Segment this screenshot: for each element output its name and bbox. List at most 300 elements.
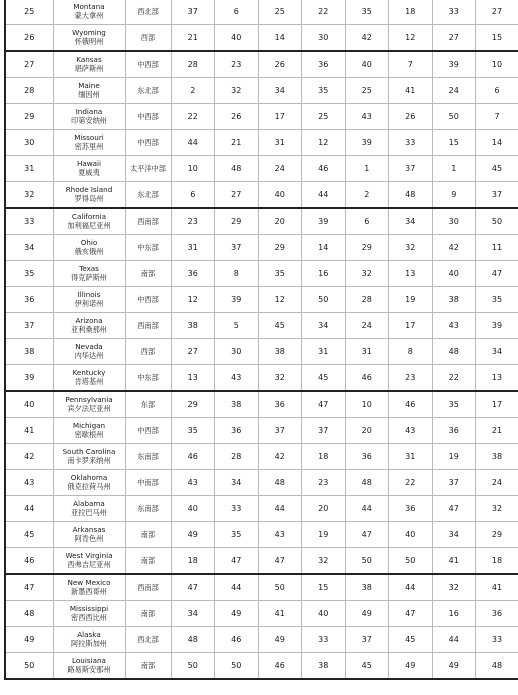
- region-cell: 东北部: [125, 182, 171, 209]
- score-cell: 42: [345, 25, 389, 52]
- score-cell: 6: [345, 208, 389, 235]
- table-row: [5, 627, 518, 653]
- table-row: [5, 339, 518, 365]
- score-cell: 42: [258, 444, 302, 470]
- table-row: [5, 313, 518, 339]
- score-cell: 40: [171, 496, 215, 522]
- region-cell: 西南部: [125, 574, 171, 601]
- table-row: [5, 470, 518, 496]
- score-cell: 33: [302, 627, 346, 653]
- state-name-english: California: [71, 212, 107, 222]
- rank-cell: 48: [5, 601, 53, 627]
- score-cell: 32: [476, 496, 518, 522]
- table-row: [5, 601, 518, 627]
- rank-cell: 27: [5, 51, 53, 78]
- score-cell: 39: [345, 130, 389, 156]
- score-cell: 20: [302, 496, 346, 522]
- score-cell: 23: [215, 51, 259, 78]
- score-cell: 43: [345, 104, 389, 130]
- score-cell: 35: [345, 0, 389, 25]
- score-cell: 36: [345, 444, 389, 470]
- score-cell: 11: [476, 235, 518, 261]
- state-name-chinese: 肯塔基州: [74, 376, 104, 386]
- score-cell: 37: [476, 182, 518, 209]
- state-name-english: Pennsylvania: [65, 395, 113, 405]
- score-cell: 29: [258, 235, 302, 261]
- state-name-english: Maine: [78, 81, 100, 91]
- score-cell: 35: [476, 287, 518, 313]
- state-name-chinese: 亚利桑那州: [71, 324, 107, 334]
- score-cell: 24: [432, 78, 476, 104]
- score-cell: 46: [302, 156, 346, 182]
- state-cell: [53, 78, 125, 104]
- score-cell: 50: [171, 653, 215, 680]
- score-cell: 26: [389, 104, 433, 130]
- score-cell: 24: [345, 313, 389, 339]
- state-cell: [53, 156, 125, 182]
- score-cell: 47: [389, 601, 433, 627]
- rank-cell: 46: [5, 548, 53, 575]
- score-cell: 33: [215, 496, 259, 522]
- score-cell: 27: [215, 182, 259, 209]
- score-cell: 34: [432, 522, 476, 548]
- score-cell: 33: [476, 627, 518, 653]
- score-cell: 45: [345, 653, 389, 680]
- state-cell: [53, 313, 125, 339]
- state-name-english: Texas: [79, 264, 99, 274]
- state-name-english: Illinois: [77, 290, 101, 300]
- score-cell: 17: [258, 104, 302, 130]
- state-name-english: West Virginia: [65, 551, 113, 561]
- rank-cell: 28: [5, 78, 53, 104]
- score-cell: 48: [432, 339, 476, 365]
- score-cell: 29: [171, 391, 215, 418]
- score-cell: 37: [171, 0, 215, 25]
- score-cell: 44: [389, 574, 433, 601]
- state-name-chinese: 密歇根州: [74, 429, 104, 439]
- state-name-chinese: 阿肯色州: [74, 533, 104, 543]
- rank-cell: 30: [5, 130, 53, 156]
- score-cell: 8: [389, 339, 433, 365]
- score-cell: 13: [389, 261, 433, 287]
- score-cell: 32: [302, 548, 346, 575]
- score-cell: 15: [302, 574, 346, 601]
- score-cell: 38: [302, 653, 346, 680]
- score-cell: 47: [432, 496, 476, 522]
- score-cell: 14: [302, 235, 346, 261]
- score-cell: 50: [432, 104, 476, 130]
- region-cell: 中西部: [125, 130, 171, 156]
- score-cell: 6: [476, 78, 518, 104]
- region-cell: 中西部: [125, 51, 171, 78]
- score-cell: 13: [476, 365, 518, 392]
- score-cell: 48: [345, 470, 389, 496]
- score-cell: 40: [258, 182, 302, 209]
- score-cell: 6: [171, 182, 215, 209]
- rank-cell: 43: [5, 470, 53, 496]
- score-cell: 13: [171, 365, 215, 392]
- rank-cell: 38: [5, 339, 53, 365]
- rank-cell: 40: [5, 391, 53, 418]
- score-cell: 26: [258, 51, 302, 78]
- score-cell: 37: [389, 156, 433, 182]
- score-cell: 45: [302, 365, 346, 392]
- score-cell: 33: [389, 130, 433, 156]
- score-cell: 27: [432, 25, 476, 52]
- state-name-english: Hawaii: [76, 159, 102, 169]
- rank-cell: 47: [5, 574, 53, 601]
- state-cell: [53, 235, 125, 261]
- score-cell: 45: [476, 156, 518, 182]
- score-cell: 32: [345, 261, 389, 287]
- score-cell: 31: [389, 444, 433, 470]
- score-cell: 27: [476, 0, 518, 25]
- score-cell: 40: [432, 261, 476, 287]
- score-cell: 49: [389, 653, 433, 680]
- region-cell: 太平洋中部: [125, 156, 171, 182]
- score-cell: 43: [432, 313, 476, 339]
- state-cell: [53, 470, 125, 496]
- score-cell: 50: [345, 548, 389, 575]
- state-cell: [53, 627, 125, 653]
- state-name-chinese: 罗得岛州: [74, 193, 104, 203]
- table-row: [5, 130, 518, 156]
- score-cell: 36: [389, 496, 433, 522]
- state-name-chinese: 新墨西哥州: [71, 586, 107, 596]
- score-cell: 34: [389, 208, 433, 235]
- score-cell: 10: [171, 156, 215, 182]
- score-cell: 7: [476, 104, 518, 130]
- region-cell: 南部: [125, 548, 171, 575]
- score-cell: 10: [345, 391, 389, 418]
- score-cell: 34: [171, 601, 215, 627]
- score-cell: 45: [389, 627, 433, 653]
- score-cell: 40: [215, 25, 259, 52]
- score-cell: 23: [389, 365, 433, 392]
- score-cell: 44: [258, 496, 302, 522]
- score-cell: 20: [258, 208, 302, 235]
- score-cell: 37: [215, 235, 259, 261]
- score-cell: 39: [215, 287, 259, 313]
- table-row: [5, 208, 518, 235]
- score-cell: 2: [345, 182, 389, 209]
- state-name-english: Oklahoma: [70, 473, 108, 483]
- rank-cell: 50: [5, 653, 53, 680]
- score-cell: 50: [215, 653, 259, 680]
- state-name-chinese: 缅因州: [78, 89, 100, 99]
- score-cell: 7: [389, 51, 433, 78]
- table-row: [5, 104, 518, 130]
- score-cell: 19: [302, 522, 346, 548]
- rank-cell: 44: [5, 496, 53, 522]
- score-cell: 17: [389, 313, 433, 339]
- score-cell: 37: [258, 418, 302, 444]
- score-cell: 23: [171, 208, 215, 235]
- score-cell: 6: [215, 0, 259, 25]
- score-cell: 38: [215, 391, 259, 418]
- score-cell: 30: [215, 339, 259, 365]
- rank-cell: 36: [5, 287, 53, 313]
- table-row: [5, 653, 518, 680]
- table-row: [5, 418, 518, 444]
- score-cell: 35: [171, 418, 215, 444]
- score-cell: 34: [302, 313, 346, 339]
- score-cell: 46: [215, 627, 259, 653]
- score-cell: 47: [258, 548, 302, 575]
- rank-cell: 31: [5, 156, 53, 182]
- score-cell: 49: [258, 627, 302, 653]
- state-name-english: Arizona: [75, 316, 103, 326]
- score-cell: 49: [171, 522, 215, 548]
- score-cell: 1: [432, 156, 476, 182]
- state-name-chinese: 宾夕法尼亚州: [67, 403, 111, 413]
- score-cell: 38: [476, 444, 518, 470]
- score-cell: 48: [258, 470, 302, 496]
- state-name-chinese: 加利福尼亚州: [67, 220, 111, 230]
- score-cell: 24: [258, 156, 302, 182]
- score-cell: 40: [345, 51, 389, 78]
- table-row: [5, 78, 518, 104]
- state-cell: [53, 104, 125, 130]
- score-cell: 36: [171, 261, 215, 287]
- state-cell: [53, 653, 125, 680]
- table-row: [5, 235, 518, 261]
- score-cell: 46: [389, 391, 433, 418]
- score-cell: 29: [476, 522, 518, 548]
- score-cell: 35: [302, 78, 346, 104]
- score-cell: 25: [258, 0, 302, 25]
- score-cell: 44: [302, 182, 346, 209]
- score-cell: 34: [258, 78, 302, 104]
- state-name-english: Michigan: [72, 421, 106, 431]
- table-row: [5, 287, 518, 313]
- state-name-chinese: 伊利诺州: [74, 298, 104, 308]
- score-cell: 12: [171, 287, 215, 313]
- rank-cell: 49: [5, 627, 53, 653]
- table-row: [5, 496, 518, 522]
- state-name-english: Louisiana: [72, 656, 106, 666]
- score-cell: 40: [302, 601, 346, 627]
- score-cell: 41: [476, 574, 518, 601]
- score-cell: 38: [345, 574, 389, 601]
- state-cell: [53, 130, 125, 156]
- state-name-english: Mississippi: [69, 604, 109, 614]
- region-cell: 西南部: [125, 313, 171, 339]
- rank-cell: 39: [5, 365, 53, 392]
- score-cell: 28: [345, 287, 389, 313]
- table-row: [5, 391, 518, 418]
- score-cell: 5: [215, 313, 259, 339]
- region-cell: 东部: [125, 391, 171, 418]
- score-cell: 50: [389, 548, 433, 575]
- score-cell: 43: [258, 522, 302, 548]
- score-cell: 36: [302, 51, 346, 78]
- table-row: [5, 365, 518, 392]
- score-cell: 48: [389, 182, 433, 209]
- score-cell: 22: [302, 0, 346, 25]
- state-cell: [53, 339, 125, 365]
- score-cell: 34: [476, 339, 518, 365]
- state-name-chinese: 俄克拉荷马州: [67, 481, 111, 491]
- region-cell: 西部: [125, 25, 171, 52]
- state-cell: [53, 365, 125, 392]
- table-row: [5, 548, 518, 575]
- state-name-english: Wyoming: [72, 28, 106, 38]
- rank-cell: 37: [5, 313, 53, 339]
- region-cell: 中东部: [125, 365, 171, 392]
- score-cell: 48: [215, 156, 259, 182]
- state-name-english: Alaska: [77, 630, 101, 640]
- score-cell: 16: [432, 601, 476, 627]
- score-cell: 32: [389, 235, 433, 261]
- state-name-english: Nevada: [75, 342, 103, 352]
- score-cell: 38: [171, 313, 215, 339]
- score-cell: 31: [171, 235, 215, 261]
- score-cell: 44: [215, 574, 259, 601]
- score-cell: 46: [171, 444, 215, 470]
- score-cell: 12: [389, 25, 433, 52]
- score-cell: 18: [171, 548, 215, 575]
- region-cell: 西北部: [125, 627, 171, 653]
- score-cell: 28: [171, 51, 215, 78]
- score-cell: 9: [432, 182, 476, 209]
- score-cell: 38: [258, 339, 302, 365]
- state-name-english: South Carolina: [62, 447, 116, 457]
- score-cell: 30: [432, 208, 476, 235]
- score-cell: 21: [476, 418, 518, 444]
- score-cell: 1: [345, 156, 389, 182]
- score-cell: 32: [258, 365, 302, 392]
- score-cell: 24: [476, 470, 518, 496]
- score-cell: 31: [302, 339, 346, 365]
- score-cell: 19: [389, 287, 433, 313]
- score-cell: 14: [258, 25, 302, 52]
- state-cell: [53, 496, 125, 522]
- state-cell: [53, 522, 125, 548]
- score-cell: 35: [258, 261, 302, 287]
- state-cell: [53, 25, 125, 52]
- score-cell: 31: [258, 130, 302, 156]
- state-cell: [53, 418, 125, 444]
- region-cell: 中西部: [125, 287, 171, 313]
- state-name-english: Missouri: [74, 133, 104, 143]
- state-cell: [53, 0, 125, 25]
- score-cell: 37: [432, 470, 476, 496]
- rank-cell: 25: [5, 0, 53, 25]
- score-cell: 47: [476, 261, 518, 287]
- score-cell: 35: [432, 391, 476, 418]
- rank-cell: 41: [5, 418, 53, 444]
- score-cell: 41: [258, 601, 302, 627]
- rank-cell: 26: [5, 25, 53, 52]
- score-cell: 46: [345, 365, 389, 392]
- region-cell: 南部: [125, 522, 171, 548]
- score-cell: 37: [302, 418, 346, 444]
- region-cell: 中东部: [125, 235, 171, 261]
- table-row: [5, 574, 518, 601]
- score-cell: 47: [215, 548, 259, 575]
- score-cell: 43: [171, 470, 215, 496]
- region-cell: 西北部: [125, 0, 171, 25]
- state-name-chinese: 堪萨斯州: [74, 63, 104, 73]
- rank-cell: 32: [5, 182, 53, 209]
- score-cell: 18: [476, 548, 518, 575]
- score-cell: 50: [476, 208, 518, 235]
- state-cell: [53, 548, 125, 575]
- state-name-chinese: 密西西比州: [71, 612, 107, 622]
- state-cell: [53, 287, 125, 313]
- score-cell: 32: [432, 574, 476, 601]
- score-cell: 39: [302, 208, 346, 235]
- state-name-english: Montana: [73, 2, 105, 12]
- table-row: [5, 25, 518, 52]
- region-cell: 东南部: [125, 496, 171, 522]
- table-row: [5, 0, 518, 25]
- state-name-chinese: 俄亥俄州: [74, 246, 104, 256]
- state-name-chinese: 内华达州: [74, 350, 104, 360]
- score-cell: 30: [302, 25, 346, 52]
- score-cell: 16: [302, 261, 346, 287]
- score-cell: 22: [171, 104, 215, 130]
- state-cell: [53, 574, 125, 601]
- state-name-english: Kansas: [76, 55, 102, 65]
- score-cell: 18: [302, 444, 346, 470]
- table-row: [5, 51, 518, 78]
- state-name-chinese: 路易斯安那州: [67, 664, 111, 674]
- score-cell: 36: [215, 418, 259, 444]
- rank-cell: 29: [5, 104, 53, 130]
- table-row: [5, 444, 518, 470]
- table-row: [5, 261, 518, 287]
- score-cell: 15: [432, 130, 476, 156]
- score-cell: 31: [345, 339, 389, 365]
- score-cell: 44: [432, 627, 476, 653]
- region-cell: 南部: [125, 261, 171, 287]
- state-name-chinese: 密苏里州: [74, 141, 104, 151]
- state-cell: [53, 391, 125, 418]
- table-row: [5, 182, 518, 209]
- score-cell: 19: [432, 444, 476, 470]
- score-cell: 49: [345, 601, 389, 627]
- state-name-chinese: 西弗吉尼亚州: [67, 559, 111, 569]
- score-cell: 29: [215, 208, 259, 235]
- score-cell: 44: [171, 130, 215, 156]
- score-cell: 38: [432, 287, 476, 313]
- state-name-english: Alabama: [73, 499, 105, 509]
- score-cell: 42: [432, 235, 476, 261]
- state-name-english: Rhode Island: [65, 185, 113, 195]
- score-cell: 47: [345, 522, 389, 548]
- score-cell: 12: [258, 287, 302, 313]
- rank-cell: 34: [5, 235, 53, 261]
- region-cell: 东南部: [125, 444, 171, 470]
- score-cell: 32: [215, 78, 259, 104]
- score-cell: 43: [215, 365, 259, 392]
- score-cell: 35: [215, 522, 259, 548]
- state-name-chinese: 怀俄明州: [74, 36, 104, 46]
- rank-cell: 33: [5, 208, 53, 235]
- score-cell: 18: [389, 0, 433, 25]
- score-cell: 21: [171, 25, 215, 52]
- score-cell: 47: [302, 391, 346, 418]
- score-cell: 12: [302, 130, 346, 156]
- state-name-english: Kentucky: [72, 368, 106, 378]
- score-cell: 36: [258, 391, 302, 418]
- score-cell: 15: [476, 25, 518, 52]
- score-cell: 48: [171, 627, 215, 653]
- score-cell: 40: [389, 522, 433, 548]
- score-cell: 41: [389, 78, 433, 104]
